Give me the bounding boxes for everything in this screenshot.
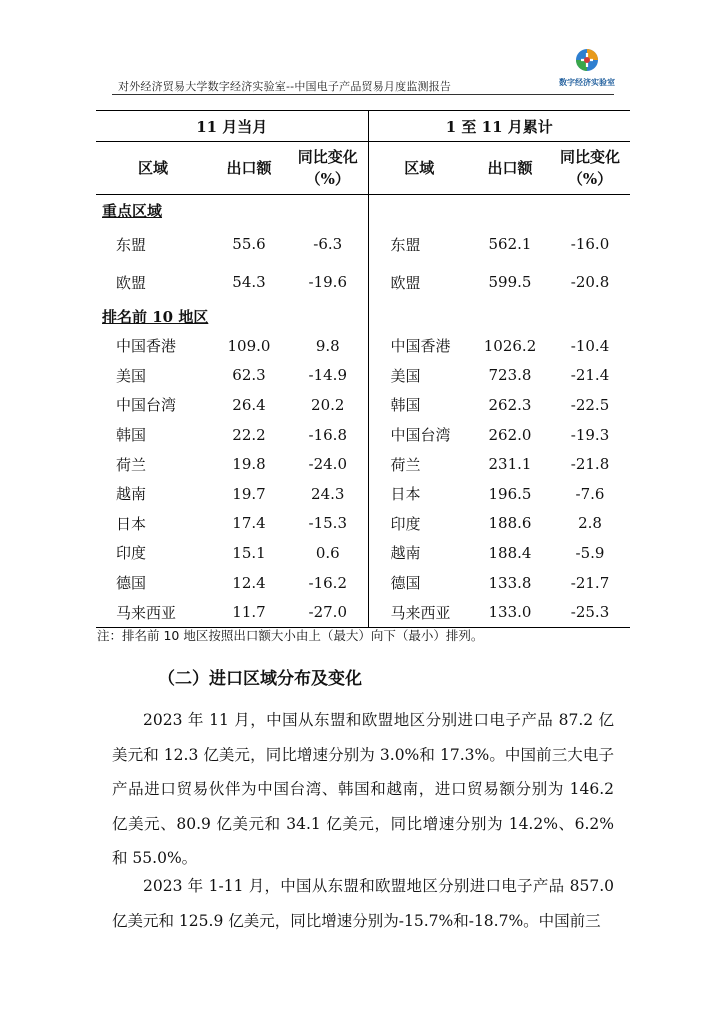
export-cell: 22.2 <box>232 425 266 444</box>
body-paragraph: 2023 年 1-11 月，中国从东盟和欧盟地区分别进口电子产品 857.0 亿美元和 125.9 亿美元，同比增速分别为-15.7%和-18.7%。中国前三 <box>112 877 614 930</box>
yoy-cell: -25.3 <box>550 597 630 627</box>
export-cell: 562.1 <box>488 235 532 253</box>
yoy-cell: -27.0 <box>288 597 368 627</box>
region-cell: 印度 <box>116 544 147 563</box>
export-cell: 723.8 <box>488 366 532 385</box>
export-cell: 11.7 <box>210 597 288 627</box>
table-note: 注：排名前 10 地区按照出口额大小由上（最大）向下（最小）排列。 <box>97 628 484 643</box>
region-cell: 德国 <box>390 574 421 593</box>
region-cell: 日本 <box>390 485 421 504</box>
table-row <box>96 390 630 420</box>
export-cell: 12.4 <box>232 573 266 592</box>
export-cell: 262.0 <box>488 425 532 444</box>
region-cell: 荷兰 <box>390 455 421 474</box>
yoy-cell: -16.2 <box>288 568 368 598</box>
yoy-cell: -10.4 <box>570 336 610 355</box>
col-region-header: 区域 <box>368 142 470 195</box>
export-cell: 188.4 <box>488 543 532 562</box>
region-cell: 美国 <box>390 366 421 385</box>
section-row <box>96 195 630 226</box>
lab-logo <box>554 48 620 94</box>
export-cell: 133.0 <box>470 597 550 627</box>
globe-logo-icon <box>575 48 599 72</box>
report-header-title: 对外经济贸易大学数字经济实验室--中国电子产品贸易月度监测报告 <box>118 80 452 93</box>
region-cell: 中国香港 <box>390 337 451 356</box>
yoy-cell: -14.9 <box>288 361 368 391</box>
yoy-cell: -24.0 <box>288 449 368 479</box>
region-cell: 中国台湾 <box>116 396 177 415</box>
export-cell: 231.1 <box>488 455 532 474</box>
header-divider <box>112 94 614 95</box>
yoy-cell: -7.6 <box>575 484 605 503</box>
table-row <box>96 449 630 479</box>
section-row <box>96 301 630 331</box>
export-cell: 133.8 <box>488 573 532 592</box>
yoy-cell: -19.3 <box>570 425 610 444</box>
column-header-row <box>96 142 630 195</box>
col-export-header: 出口额 <box>210 142 288 195</box>
yoy-cell: -16.0 <box>570 235 610 253</box>
region-cell: 东盟 <box>116 235 147 254</box>
col-export-header: 出口额 <box>470 142 550 195</box>
table-row <box>96 479 630 509</box>
region-cell: 美国 <box>116 366 147 385</box>
yoy-cell: -21.8 <box>570 455 610 474</box>
region-cell: 韩国 <box>390 396 421 415</box>
export-cell: 188.6 <box>488 514 532 533</box>
export-cell: 54.3 <box>232 273 266 291</box>
col-yoy-header: 同比变化 （%） <box>288 142 368 195</box>
export-cell: 17.4 <box>232 514 266 533</box>
region-cell: 中国香港 <box>116 337 177 356</box>
col-region-header: 区域 <box>96 142 210 195</box>
region-cell: 越南 <box>116 485 147 504</box>
export-cell: 19.8 <box>232 455 266 474</box>
table-row <box>96 568 630 598</box>
export-cell: 15.1 <box>232 543 266 562</box>
table-row <box>96 361 630 391</box>
export-cell: 26.4 <box>232 395 266 414</box>
export-cell: 55.6 <box>232 235 266 253</box>
export-cell: 62.3 <box>232 366 266 385</box>
yoy-cell: -6.3 <box>288 225 368 263</box>
export-cell: 109.0 <box>227 336 271 355</box>
section-heading: （二）进口区域分布及变化 <box>158 669 362 689</box>
table-row <box>96 331 630 361</box>
export-cell: 599.5 <box>488 273 532 291</box>
table-row <box>96 225 630 263</box>
export-cell: 196.5 <box>488 484 532 503</box>
export-cell: 19.7 <box>232 484 266 503</box>
yoy-cell: -19.6 <box>288 263 368 301</box>
export-cell: 262.3 <box>488 395 532 414</box>
table-row <box>96 538 630 568</box>
region-cell: 欧盟 <box>390 273 421 292</box>
region-cell: 韩国 <box>116 426 147 445</box>
table-row <box>96 420 630 450</box>
region-cell: 印度 <box>390 514 421 533</box>
region-cell: 越南 <box>390 544 421 563</box>
export-cell: 1026.2 <box>483 336 537 355</box>
region-cell: 中国台湾 <box>390 426 451 445</box>
yoy-cell: -21.7 <box>570 573 610 592</box>
section-title: 重点区域 <box>96 195 368 226</box>
yoy-cell: 24.3 <box>288 479 368 509</box>
table-row <box>96 597 630 627</box>
yoy-cell: 20.2 <box>288 390 368 420</box>
table-row <box>96 509 630 539</box>
yoy-cell: -20.8 <box>570 273 610 291</box>
period-header-row <box>96 111 630 142</box>
region-cell: 荷兰 <box>116 455 147 474</box>
col-yoy-header: 同比变化 （%） <box>550 142 630 195</box>
yoy-cell: -16.8 <box>288 420 368 450</box>
region-cell: 马来西亚 <box>368 597 470 627</box>
region-cell: 欧盟 <box>116 273 147 292</box>
yoy-cell: 9.8 <box>288 331 368 361</box>
yoy-cell: 2.8 <box>578 514 602 533</box>
table-row <box>96 263 630 301</box>
region-cell: 马来西亚 <box>96 597 210 627</box>
period-cumulative-header: 1 至 11 月累计 <box>368 111 630 142</box>
yoy-cell: -5.9 <box>575 543 605 562</box>
period-monthly-header: 11 月当月 <box>96 111 368 142</box>
yoy-cell: -15.3 <box>288 509 368 539</box>
yoy-cell: 0.6 <box>288 538 368 568</box>
yoy-cell: -22.5 <box>570 395 610 414</box>
export-region-table <box>96 110 630 628</box>
region-cell: 德国 <box>116 574 147 593</box>
region-cell: 日本 <box>116 514 147 533</box>
body-paragraph: 2023 年 11 月，中国从东盟和欧盟地区分别进口电子产品 87.2 亿美元和 12.3 亿美元，同比增速分别为 3.0%和 17.3%。中国前三大电子产品进口贸易伙伴为中国台湾、韩国和越南，进口贸易额分别为 146.2 亿美元、80.9 亿美元和 34.1 亿美元，同比增速分别为 14.2%、6.2%和 55.0%。 <box>112 711 614 867</box>
region-cell: 东盟 <box>390 235 421 254</box>
yoy-cell: -21.4 <box>570 366 610 385</box>
logo-text: 数字经济实验室 <box>559 78 615 87</box>
section-title: 排名前 10 地区 <box>96 301 368 331</box>
